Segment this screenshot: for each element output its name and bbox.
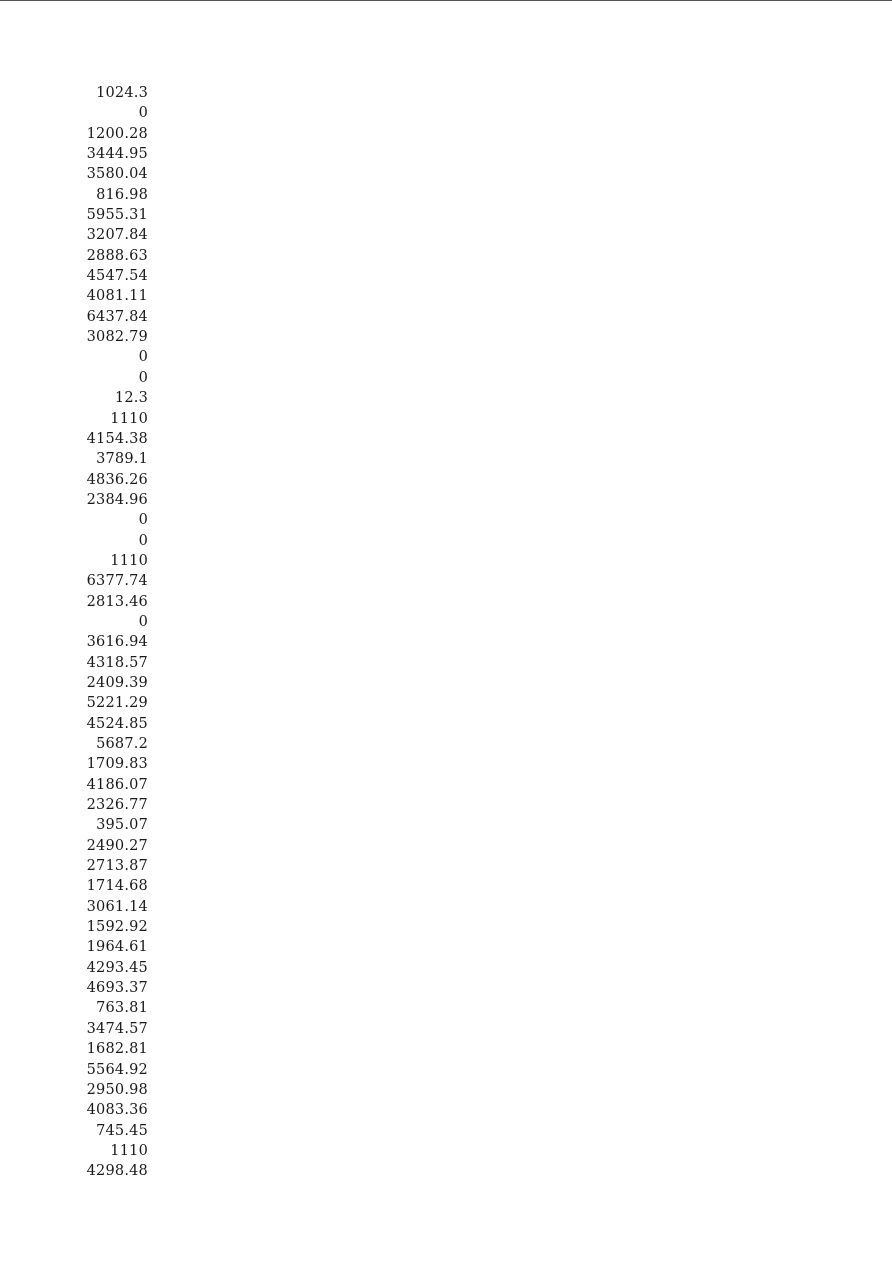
value-cell: 1714.68 (86, 878, 148, 895)
value-cell: 745.45 (96, 1122, 148, 1139)
value-cell: 5564.92 (86, 1061, 148, 1078)
value-cell: 1964.61 (86, 939, 148, 956)
value-cell: 2384.96 (86, 491, 148, 508)
value-cell: 4293.45 (86, 959, 148, 976)
value-cell: 3082.79 (86, 329, 148, 346)
value-cell: 1592.92 (86, 919, 148, 936)
value-cell: 6437.84 (86, 308, 148, 325)
value-cell: 395.07 (96, 817, 148, 834)
value-cell: 0 (138, 613, 148, 630)
value-cell: 4186.07 (86, 776, 148, 793)
value-cell: 1110 (110, 1142, 148, 1159)
value-cell: 4836.26 (86, 471, 148, 488)
value-cell: 816.98 (96, 186, 148, 203)
value-cell: 6377.74 (86, 573, 148, 590)
page-top-border (0, 0, 892, 1)
value-cell: 12.3 (114, 390, 148, 407)
value-cell: 1024.3 (96, 85, 148, 101)
value-cell: 2888.63 (86, 247, 148, 264)
value-cell: 2409.39 (86, 674, 148, 691)
value-cell: 0 (138, 532, 148, 549)
value-cell: 3616.94 (86, 634, 148, 651)
value-cell: 5955.31 (86, 207, 148, 224)
value-column (60, 83, 148, 1182)
value-cell: 4693.37 (86, 980, 148, 997)
value-cell: 0 (138, 349, 148, 366)
value-cell: 2713.87 (86, 858, 148, 875)
value-cell: 4524.85 (86, 715, 148, 732)
value-cell: 4083.36 (86, 1102, 148, 1119)
value-cell: 2490.27 (86, 837, 148, 854)
value-cell: 2326.77 (86, 797, 148, 814)
value-cell: 4547.54 (86, 268, 148, 285)
value-cell: 2950.98 (86, 1081, 148, 1098)
value-cell: 4318.57 (86, 654, 148, 671)
value-cell: 0 (138, 369, 148, 386)
value-cell: 4081.11 (86, 288, 148, 305)
value-cell: 1110 (110, 552, 148, 569)
value-cell: 0 (138, 512, 148, 529)
value-cell: 1682.81 (86, 1041, 148, 1058)
value-cell: 3580.04 (86, 166, 148, 183)
value-cell: 3789.1 (96, 451, 148, 468)
value-cell: 4154.38 (86, 430, 148, 447)
value-cell: 1110 (110, 410, 148, 427)
value-cell: 3061.14 (86, 898, 148, 915)
value-cell: 3444.95 (86, 146, 148, 163)
value-cell: 1709.83 (86, 756, 148, 773)
value-cell: 4298.48 (86, 1163, 148, 1180)
value-cell: 3474.57 (86, 1020, 148, 1037)
value-cell: 5221.29 (86, 695, 148, 712)
value-cell: 0 (138, 105, 148, 122)
value-cell: 763.81 (96, 1000, 148, 1017)
value-cell: 1200.28 (86, 125, 148, 142)
value-cell: 3207.84 (86, 227, 148, 244)
value-cell: 2813.46 (86, 593, 148, 610)
value-cell: 5687.2 (96, 736, 148, 752)
